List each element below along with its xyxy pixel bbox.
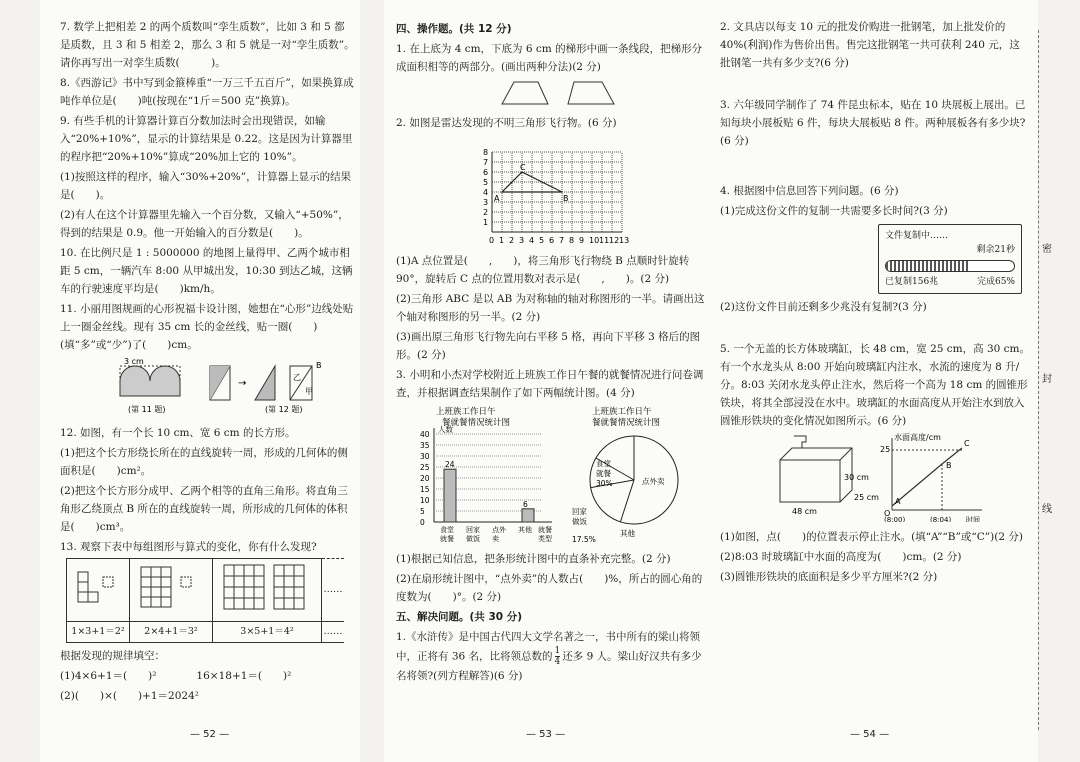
bar-xlabel-bottom: 类型 (538, 535, 552, 543)
middle-column (396, 18, 706, 687)
graph-origin: O (884, 509, 891, 518)
grid-x-tick: 11 (599, 236, 610, 245)
water-graph (892, 438, 982, 510)
glass-tank (780, 436, 852, 502)
progress-bar (885, 260, 1015, 272)
problem-5-1: (1)如图，点( )的位置表示停止注水。(填“A”“B”或“C”)(2 分) (720, 531, 1023, 543)
tank-and-graph (720, 432, 1030, 522)
grid-x-tick: 5 (539, 236, 545, 245)
question-9: 9. 有些手机的计算器计算百分数加法时会出现错误，如输入“20%+10%”，显示的计算结果是 0.22。这是因为计算器里的程序把“20%+10%”算成“20%加上它的 10%”。 (60, 115, 353, 163)
pattern-formula-3: 3×5+1＝4² (213, 622, 322, 643)
bar-category-label-top: 回家 (466, 526, 480, 534)
fig11-label: 3 cm (124, 357, 144, 366)
bar-category-label-bottom: 就餐 (440, 535, 454, 543)
caption-11: (第 11 题) (128, 405, 166, 414)
tank-width: 25 cm (854, 493, 879, 502)
bar-y-tick: 15 (420, 485, 430, 494)
radar-grid (396, 134, 706, 246)
right-column (720, 18, 1030, 588)
bar-category-label-top: 其他 (518, 526, 532, 534)
heart-figure (120, 357, 180, 396)
graph-t1: (8:00) (884, 516, 906, 522)
grid-x-tick: 8 (569, 236, 575, 245)
graph-point-c: C (964, 439, 970, 448)
pie-label-home-value: 17.5% (572, 535, 596, 544)
copying-label: 文件复制中…… (885, 231, 949, 241)
graph-xlabel: 时间 (966, 516, 980, 522)
question-13: 13. 观察下表中每组图形与算式的变化，你有什么发现? (60, 541, 317, 553)
grid-x-tick: 13 (619, 236, 630, 245)
bar-chart-title-line2: 餐就餐情况统计图 (442, 418, 511, 428)
pattern-figure-1 (67, 559, 130, 622)
page-number-54: — 54 — (850, 729, 890, 740)
binding-char-2: 封 (1042, 374, 1052, 385)
left-column (60, 18, 355, 707)
bar-y-tick: 40 (420, 430, 430, 439)
bar-y-tick: 25 (420, 463, 430, 472)
problem-4-2: (2)这份文件目前还剩多少兆没有复制?(3 分) (720, 301, 927, 313)
problem-3: 3. 六年级同学制作了 74 件昆虫标本，贴在 10 块展板上展出。已知每块小展板贴 6 件，每块大展板贴 8 件。两种展板各有多少块?(6 分) (720, 99, 1026, 147)
fig12-point-b: B (316, 361, 322, 370)
grid-x-tick: 12 (609, 236, 620, 245)
pie-label-takeout: 点外卖 (642, 477, 665, 486)
bar-chart-title-line1: 上班族工作日午 (436, 407, 496, 417)
grid-x-tick: 6 (549, 236, 555, 245)
grid-y-tick: 5 (483, 178, 489, 187)
grid-y-tick: 3 (483, 198, 489, 207)
grid-y-tick: 2 (483, 208, 489, 217)
grid-y-tick: 4 (483, 188, 489, 197)
op-question-1: 1. 在上底为 4 cm，下底为 6 cm 的梯形中画一条线段，把梯形分成面积相等的两部分。(画出两种分法)(2 分) (396, 43, 703, 73)
fig12-label-a: 乙 (293, 373, 301, 382)
pattern-figure-2 (130, 559, 213, 622)
grid-x-tick: 9 (579, 236, 585, 245)
pie-label-home-2: 做饭 (572, 517, 587, 526)
grid-y-tick: 8 (483, 148, 489, 157)
problem-4-1: (1)完成这份文件的复制一共需要多长时间?(3 分) (720, 205, 948, 217)
op-question-3: 3. 小明和小杰对学校附近上班族工作日午餐的就餐情况进行问卷调查，并根据调查结果制作了如下两幅统计图。(4 分) (396, 369, 704, 399)
fraction-denominator: 4 (554, 657, 561, 667)
graph-25: 25 (880, 445, 891, 454)
point-a-label: A (494, 194, 500, 203)
tank-length: 48 cm (792, 507, 817, 516)
page-52 (40, 0, 360, 762)
tank-height: 30 cm (844, 473, 869, 482)
grid-x-tick: 4 (529, 236, 535, 245)
question-12-2: (2)把这个长方形分成甲、乙两个相等的直角三角形。将直角三角形乙绕顶点 B 所在的直线旋转一周，所形成的几何体的体积是( )cm³。 (60, 485, 348, 533)
pie-chart-title-line1: 上班族工作日午 (592, 407, 652, 417)
op-question-2-3: (3)画出原三角形飞行物先向右平移 5 格，再向下平移 3 格后的图形。(2 分) (396, 331, 701, 361)
problem-5: 5. 一个无盖的长方体玻璃缸，长 48 cm，宽 25 cm，高 30 cm。有一个水龙头从 8:00 开始向玻璃缸内注水，水流的速度为 8 升/分。8:03 关闭水龙头停止注水，然后将一个高为 18 cm 的圆锥形铁块，将其全部浸没在水中。玻璃缸的水面高度从开始注水到放入圆锥形铁块的变化情况如图所示。(6 分) (720, 343, 1030, 427)
question-9-1: (1)按照这样的程序，输入“30%+20%”，计算器上显示的结果是( )。 (60, 171, 352, 201)
figures-11-12 (60, 356, 355, 418)
pie-label-home-1: 回家 (572, 507, 587, 516)
bar-value-label: 6 (523, 499, 528, 509)
page-number-52: — 52 — (190, 729, 230, 740)
point-b-label: B (563, 194, 569, 203)
graph-t2: (8:04) (930, 516, 952, 522)
bar-y-tick: 30 (420, 452, 430, 461)
question-12-1: (1)把这个长方形绕长所在的直线旋转一周，形成的几何体的侧面积是( )cm²。 (60, 447, 348, 477)
fraction-numerator: 1 (554, 646, 561, 656)
question-10: 10. 在比例尺是 1 : 5000000 的地图上量得甲、乙两个城市相距 5 cm，一辆汽车 8:00 从甲城出发，10:30 到达乙城，这辆车的行驶速度平均是( )km/h。 (60, 247, 353, 295)
question-12: 12. 如图，有一个长 10 cm、宽 6 cm 的长方形。 (60, 427, 296, 439)
bar-ylabel: 人数 (438, 425, 453, 434)
percent-done: 完成65% (976, 277, 1015, 287)
pie-slice-edge (620, 480, 634, 522)
problem-5-2: (2)8:03 时玻璃缸中水面的高度为( )cm。(2 分) (720, 551, 962, 563)
pattern-table: …… 1×3+1＝2² 2×4+1＝3² 3×5+1＝4² …… (66, 558, 344, 643)
section-5-title: 五、解决问题。(共 30 分) (396, 611, 523, 623)
binding-char-1: 密 (1042, 244, 1052, 255)
lunch-charts (396, 404, 706, 544)
grid-x-tick: 3 (519, 236, 525, 245)
grid-y-tick: 6 (483, 168, 489, 177)
bar-3 (522, 509, 534, 522)
bar-y-tick: 5 (420, 507, 425, 516)
pattern-formula-2: 2×4+1＝3² (130, 622, 213, 643)
section-4-title: 四、操作题。(共 12 分) (396, 23, 512, 35)
pie-label-canteen-1: 食堂 (596, 459, 611, 468)
graph-ylabel: 水面高度/cm (894, 433, 941, 442)
graph-point-b: B (946, 461, 952, 470)
bar-category-label-bottom: 卖 (492, 535, 499, 543)
graph-point-a: A (895, 497, 901, 506)
bar-category-label-top: 点外 (492, 526, 506, 534)
bar-y-tick: 35 (420, 441, 430, 450)
fill-1b: 16×18+1＝( )² (196, 670, 292, 682)
pattern-figure-3 (213, 559, 322, 622)
bar-y-tick: 20 (420, 474, 430, 483)
pie-label-canteen-2: 就餐 (596, 469, 611, 478)
fill-1a: (1)4×6+1＝( )² (60, 670, 157, 682)
grid-x-tick: 7 (559, 236, 565, 245)
op-question-2-2: (2)三角形 ABC 是以 AB 为对称轴的轴对称图形的一半。请画出这个轴对称图形的另一半。(2 分) (396, 293, 705, 323)
grid-y-tick: 7 (483, 158, 489, 167)
fill-row-1 (60, 667, 355, 685)
binding-char-3: 线 (1042, 504, 1052, 515)
op-question-3-1: (1)根据已知信息，把条形统计图中的直条补充完整。(2 分) (396, 553, 671, 565)
fig12-label-b: 甲 (305, 387, 313, 396)
page-number-53: — 53 — (526, 729, 566, 740)
grid-x-tick: 1 (499, 236, 505, 245)
point-c-label: C (520, 163, 526, 172)
grid-y-tick: 1 (483, 218, 489, 227)
question-8: 8.《西游记》书中写到金箍棒重“一万三千五百斤”，如果换算成吨作单位是( )吨(按现在“1斤＝500 克”换算)。 (60, 77, 354, 107)
copy-progress-box (878, 224, 1022, 294)
trapezoid-figures (396, 78, 706, 108)
page-53 (384, 0, 714, 762)
op-question-2-1: (1)A 点位置是( , )，将三角形飞行物绕 B 点顺时针旋转 90°，旋转后 C 点的位置用数对表示是( , )。(2 分) (396, 255, 690, 285)
question-7: 7. 数学上把相差 2 的两个质数叫“孪生质数”，比如 3 和 5 都是质数，且 3 和 5 相差 2，那么 3 和 5 就是一对“孪生质数”。请你再写出一对孪生质数( )。 (60, 21, 355, 69)
bar-y-tick: 0 (420, 518, 425, 527)
pie-chart-title-line2: 餐就餐情况统计图 (592, 418, 661, 428)
fill-instruction: 根据发现的规律填空： (60, 650, 165, 662)
pattern-formula-1: 1×3+1＝2² (67, 622, 130, 643)
op-question-2: 2. 如图是雷达发现的不明三角形飞行物。(6 分) (396, 117, 617, 129)
bar-0 (444, 469, 456, 522)
grid-x-tick: 10 (589, 236, 600, 245)
op-question-3-2: (2)在扇形统计图中，“点外卖”的人数占( )%，所占的圆心角的度数为( )°。(2 分) (396, 573, 703, 603)
caption-12: (第 12 题) (265, 405, 303, 414)
pie-label-canteen-value: 30% (596, 479, 613, 488)
problem-1: 1.《水浒传》是中国古代四大文学名著之一，书中所有的梁山将领中，正将有 36 名，比将领总数的 $\frac{1}{4}$ 还多 9 人。梁山好汉共有多少名将领?(列方程解答)(6 分) (396, 631, 702, 682)
grid-x-tick: 2 (509, 236, 515, 245)
bar-value-label: 24 (445, 460, 455, 470)
grid-x-tick: 0 (489, 236, 495, 245)
question-9-2: (2)有人在这个计算器里先输入一个百分数，又输入“+50%”，得到的结果是 0.9。他一开始输入的百分数是( )。 (60, 209, 349, 239)
bar-y-tick: 10 (420, 496, 430, 505)
question-11: 11. 小丽用图规画的心形祝福卡设计图，她想在“心形”边线处贴上一圈金丝线。现有 35 cm 长的金丝线，贴一圈( )(填“多”或“少”)了( )cm。 (60, 303, 354, 351)
progress-fill (886, 261, 969, 271)
pie-label-other: 其他 (620, 529, 635, 538)
bar-xlabel-top: 就餐 (538, 526, 552, 534)
svg-text:→: → (238, 378, 247, 389)
rectangle-split-figure (210, 361, 322, 400)
page-54 (712, 0, 1038, 762)
bar-category-label-bottom: 做饭 (466, 535, 480, 543)
problem-5-3: (3)圆锥形铁块的底面积是多少平方厘米?(2 分) (720, 571, 938, 583)
problem-4: 4. 根据图中信息回答下列问题。(6 分) (720, 185, 899, 197)
bar-category-label-top: 食堂 (440, 526, 454, 534)
copied-amount: 已复制156兆 (885, 277, 939, 287)
problem-2: 2. 文具店以每支 10 元的批发价购进一批钢笔，加上批发价的 40%(利润)作为售价出售。售完这批钢笔一共可获利 240 元，这批钢笔一共有多少支?(6 分) (720, 21, 1020, 69)
binding-line (1038, 30, 1039, 730)
fill-row-2: (2)( )×( )+1＝2024² (60, 690, 199, 702)
remaining-time: 剩余21秒 (976, 245, 1015, 255)
